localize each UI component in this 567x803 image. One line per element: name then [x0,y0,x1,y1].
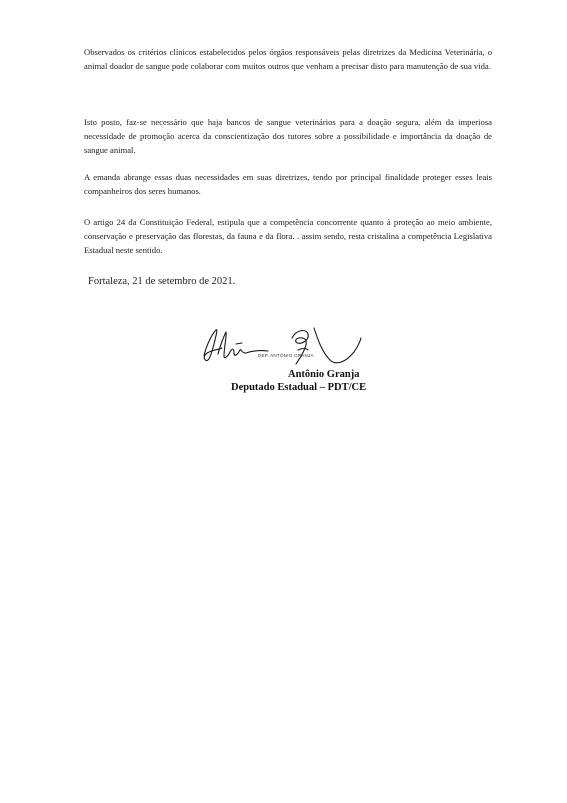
signer-name: Antônio Granja [288,369,360,380]
handwritten-signature [196,320,366,370]
signer-role: Deputado Estadual – PDT/CE [231,382,367,393]
paragraph-amendment-scope: A emanda abrange essas duas necessidades em suas diretrizes, tendo por principal finalidade proteger esses leais companheiros dos seres humanos. [84,172,492,196]
place-and-date: Fortaleza, 21 de setembro de 2021. [88,276,236,287]
signature-stamp: DEP. ANTÔNIO GRANJA [258,353,314,358]
paragraph-constitution-article: O artigo 24 da Constituição Federal, estipula que a competência concorrente quanto à proteção ao meio ambiente, conservação e preservação das florestas, da fauna e da flora. . assim sendo, resta cristalina a competência Legislativa Estadual neste sentido. [84,217,492,255]
paragraph-blood-banks: Isto posto, faz-se necessário que haja bancos de sangue veterinários para a doação segura, além da imperiosa necessidade de promoção acerca da conscientização dos tutores sobre a possibilidade e importância da doação de sangue animal. [84,117,492,155]
paragraph-criteria: Observados os critérios clínicos estabelecidos pelos órgãos responsáveis pelas diretrizes da Medicina Veterinária, o animal doador de sangue pode colaborar com muitos outros que venham a precisar disto para manutenção de sua vida. [84,47,492,71]
